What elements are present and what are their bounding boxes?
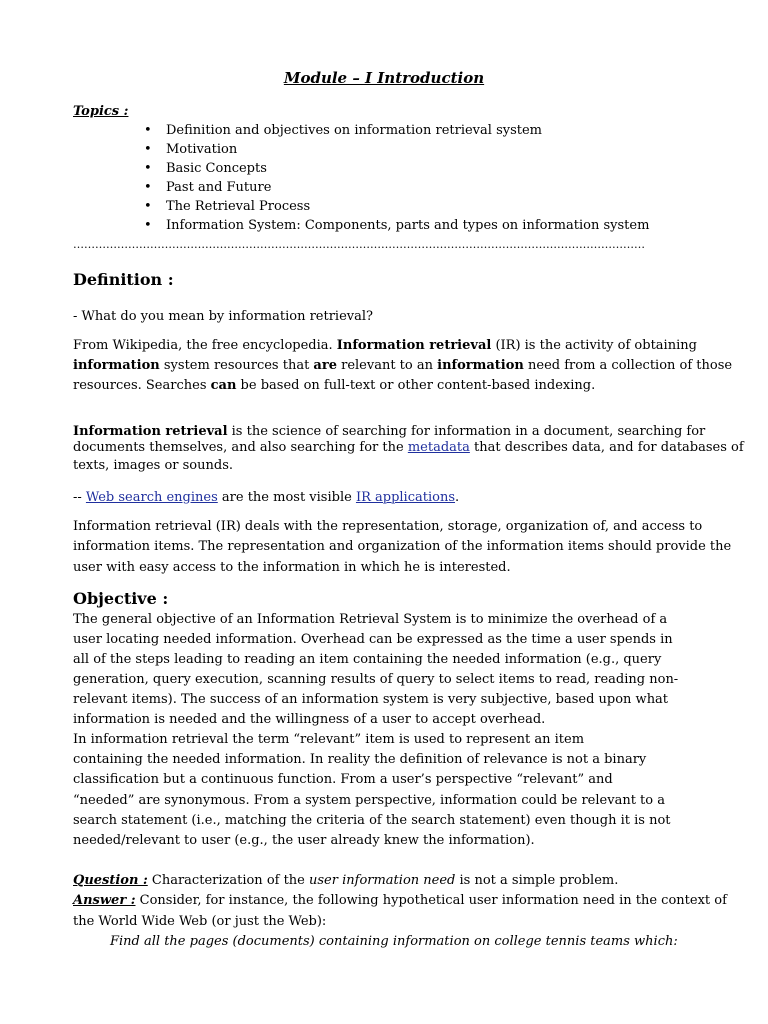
topic-item: The Retrieval Process — [166, 199, 311, 214]
answer-line: the World Wide Web (or just the Web): — [73, 914, 327, 929]
bullet-icon: • — [144, 180, 152, 195]
topic-item: Definition and objectives on information retrieval system — [166, 123, 543, 138]
objective-line: search statement (i.e., matching the criteria of the search statement) even though it is not — [73, 813, 671, 828]
question-label: Question : — [73, 873, 148, 888]
objective-line: generation, query execution, scanning results of query to select items to read, reading non- — [73, 672, 679, 687]
definition-heading: Definition : — [73, 270, 174, 289]
paragraph-line: texts, images or sounds. — [73, 458, 234, 473]
objective-line: all of the steps leading to reading an item containing the needed information (e.g., query — [73, 652, 662, 667]
bullet-icon: • — [144, 123, 152, 138]
paragraph-line: documents themselves, and also searching for the metadata that describes data, and for databases of — [73, 440, 744, 455]
example-line: Find all the pages (documents) containing information on college tennis teams which: — [110, 934, 678, 949]
objective-line: The general objective of an Information Retrieval System is to minimize the overhead of a — [73, 612, 668, 627]
objective-line: information is needed and the willingness of a user to accept overhead. — [73, 712, 546, 727]
separator-line: ………………………………………………………………………………………………………………………………………… — [73, 238, 645, 251]
topics-label: Topics : — [73, 104, 129, 119]
paragraph-line: resources. Searches can be based on full-text or other content-based indexing. — [73, 378, 596, 393]
objective-line: relevant items). The success of an information system is very subjective, based upon what — [73, 692, 669, 707]
objective-line: classification but a continuous function. From a user’s perspective “relevant” and — [73, 772, 613, 787]
topic-item: Information System: Components, parts and types on information system — [166, 218, 650, 233]
objective-line: needed/relevant to user (e.g., the user already knew the information). — [73, 833, 535, 848]
paragraph-line: user with easy access to the information in which he is interested. — [73, 560, 511, 575]
paragraph-line: Information retrieval (IR) deals with the representation, storage, organization of, and access to — [73, 519, 703, 534]
bullet-icon: • — [144, 218, 152, 233]
bullet-icon: • — [144, 142, 152, 157]
objective-heading: Objective : — [73, 589, 169, 608]
objective-line: “needed” are synonymous. From a system perspective, information could be relevant to a — [73, 793, 665, 808]
answer-label: Answer : — [73, 893, 136, 908]
bullet-icon: • — [144, 199, 152, 214]
paragraph-line: -- Web search engines are the most visible IR applications. — [73, 490, 460, 505]
topic-item: Past and Future — [166, 180, 272, 195]
paragraph-line: Information retrieval is the science of searching for information in a document, searching for — [73, 424, 706, 439]
definition-question: - What do you mean by information retrieval? — [73, 309, 373, 324]
paragraph-line: information system resources that are relevant to an information need from a collection of those — [73, 358, 733, 373]
objective-line: user locating needed information. Overhead can be expressed as the time a user spends in — [73, 632, 673, 647]
objective-line: In information retrieval the term “relevant” item is used to represent an item — [73, 732, 585, 747]
paragraph-line: information items. The representation and organization of the information items should provide the — [73, 539, 732, 554]
metadata-link[interactable]: metadata — [407, 440, 470, 455]
answer-line: Answer : Consider, for instance, the following hypothetical user information need in the context of — [73, 893, 727, 908]
web-search-engines-link[interactable]: Web search engines — [85, 490, 218, 505]
topic-item: Basic Concepts — [166, 161, 267, 176]
objective-line: containing the needed information. In reality the definition of relevance is not a binary — [73, 752, 647, 767]
question-line: Question : Characterization of the user information need is not a simple problem. — [73, 873, 619, 888]
topic-item: Motivation — [166, 142, 238, 157]
paragraph-line: From Wikipedia, the free encyclopedia. Information retrieval (IR) is the activity of obtaining — [73, 338, 697, 353]
bullet-icon: • — [144, 161, 152, 176]
ir-applications-link[interactable]: IR applications — [355, 490, 456, 505]
page-title: Module – I Introduction — [283, 69, 485, 87]
